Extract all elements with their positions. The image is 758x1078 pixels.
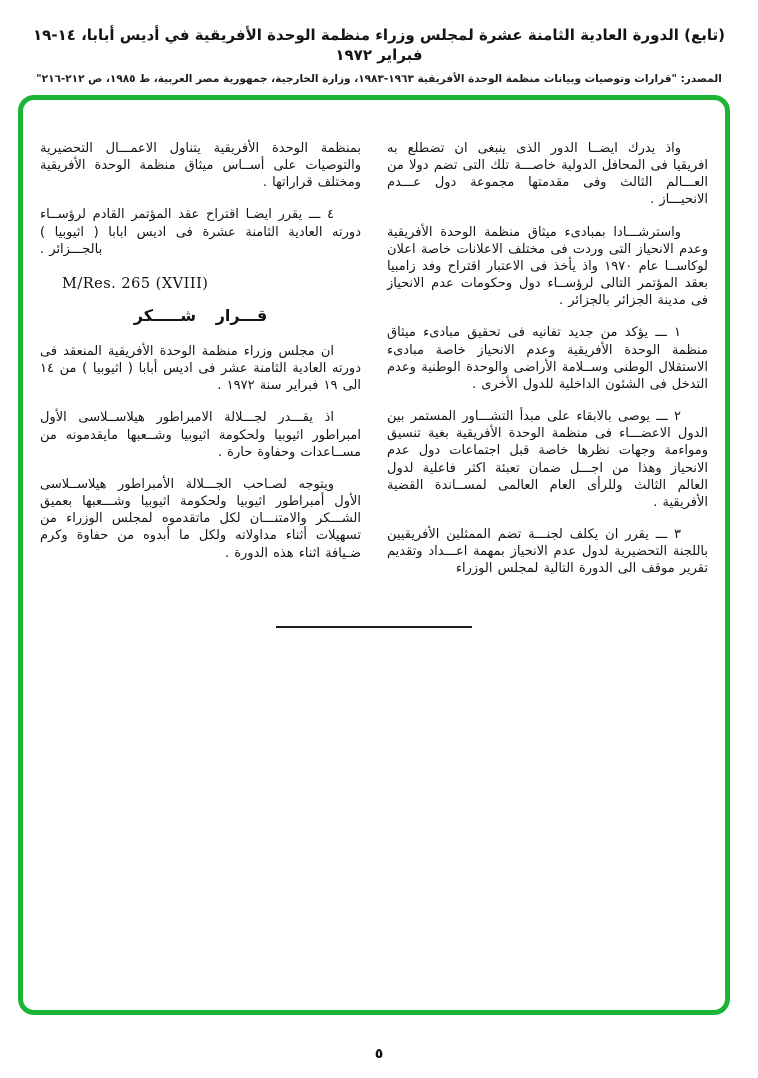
column-right bbox=[387, 140, 708, 592]
section-divider bbox=[276, 626, 472, 628]
session-title: (تابع) الدورة العادية الثامنة عشرة لمجلس وزراء منظمة الوحدة الأفريقية في أديس أبابا، ١٤-١٩ فبراير ١٩٧٢ bbox=[33, 26, 725, 65]
paragraph-thanks-1: ان مجلس وزراء منظمة الوحدة الأفريقية المنعقد فى دورته العادية الثامنة عشر فى اديس أبابا ( اثيوبيا ) من ١٤ الى ١٩ فبراير سنة ١٩٧٢ . bbox=[40, 343, 361, 394]
paragraph-preamble-1: واذ يدرك ايضــا الدور الذى ينبغى ان تضطلع به افريقيا فى المحافل الدولية خاصـــة تلك التى تضم دولا من العـــالم الثالث وفى مقدمتها مجموعة دول عـــدم الانحيـــاز . bbox=[387, 141, 708, 208]
page-header bbox=[0, 0, 758, 85]
paragraph-item-1: ١ ـــ يؤكد من جديد تفانيه فى تحقيق مبادىء ميثاق منظمة الوحدة الأفريقية وعدم الانحياز خاصة مبادىء الاستقلال الوطنى وســلامة الأراضى والوحدة الوطنية وعدم التدخل فى الشئون الداخلية للدول الأخرى . bbox=[387, 325, 708, 392]
resolution-title: قـــرار شـــــكر bbox=[133, 305, 268, 325]
paragraph-thanks-2: اذ يقـــدر لجـــلالة الامبراطور هيلاســلاسى الأول امبراطور اثيوبيا ولحكومة اثيوبيا وشــعبها مايقدمونه من مســاعدات وحفاوة حارة . bbox=[40, 410, 361, 460]
resolution-reference: M/Res. 265 (XVIII) bbox=[62, 275, 209, 292]
column-left bbox=[40, 140, 361, 577]
content-frame bbox=[18, 95, 730, 1015]
two-column-layout bbox=[40, 140, 708, 592]
page-number: ٥ bbox=[374, 1046, 384, 1062]
paragraph-preamble-2: واسترشـــادا بمبادىء ميثاق منظمة الوحدة الأفريقية وعدم الانحياز التى وردت فى مختلف الاعلانات خاصة اعلان لوكاســا عام ١٩٧٠ واذ يأخذ فى الاعتبار اقتراح وفد زامبيا بعقد المؤتمر التالى لرؤســاء دول وحكومات عدم الانحياز فى مدينة الجزائر بالجزائر . bbox=[387, 224, 708, 309]
paragraph-item-4: ٤ ـــ يقرر ايضـا اقتراح عقد المؤتمر القادم لرؤســاء دورته العادية الثامنة عشرة فى اديس ابابا ( اثيوبيا ) بالجـــزائر . bbox=[40, 207, 361, 257]
paragraph-item-3: ٣ ـــ يقرر ان يكلف لجنـــة تضم الممثلين الأفريقيين باللجنة التحضيرية لدول عدم الانحياز بمهمة اعـــداد وتقديم تقرير موقف الى الدورة التالية لمجلس الوزراء bbox=[387, 526, 708, 577]
paragraph-item-2: ٢ ـــ يوصى بالابقاء على مبدأ التشـــاور المستمر بين الدول الاعضـــاء فى منظمة الوحدة الأفريقية بغية تنسيق ومواءمة وجهات نظرها خاصة قبل اجتماعات دول عدم الانحياز وهذا من اجـــل ضمان تعبئة اكثر فاعلية لدول العالم الثالث وللرأى العام العالمى لمســاندة القضية الأفريقية . bbox=[387, 409, 708, 510]
source-citation: المصدر: "قرارات وتوصيات وبيانات منظمة الوحدة الأفريقية ١٩٦٣-١٩٨٣، وزارة الخارجية، جمهورية مصر العربية، ط ١٩٨٥، ص ٢١٢-٢١٦" bbox=[36, 72, 722, 85]
paragraph-thanks-3: ويتوجه لصـاحب الجـــلالة الأمبراطور هيلاســلاسى الأول أمبراطور اثيوبيا ولحكومة اثيوبيا وشـــعبها بعميق الشـــكر والامتنـــان لكل ماتقدموه لمجلس الوزراء من تسهيلات أثناء مداولاته ولكل ما أبدوه من حفاوة وكرم ضـيافة اثناء هذه الدورة . bbox=[40, 476, 361, 561]
paragraph-continuation: بمنظمة الوحدة الأفريقية يتناول الاعمـــال التحضيرية والتوصيات على أســاس ميثاق منظمة الوحدة الأفريقية ومختلف قراراتها . bbox=[40, 141, 361, 191]
